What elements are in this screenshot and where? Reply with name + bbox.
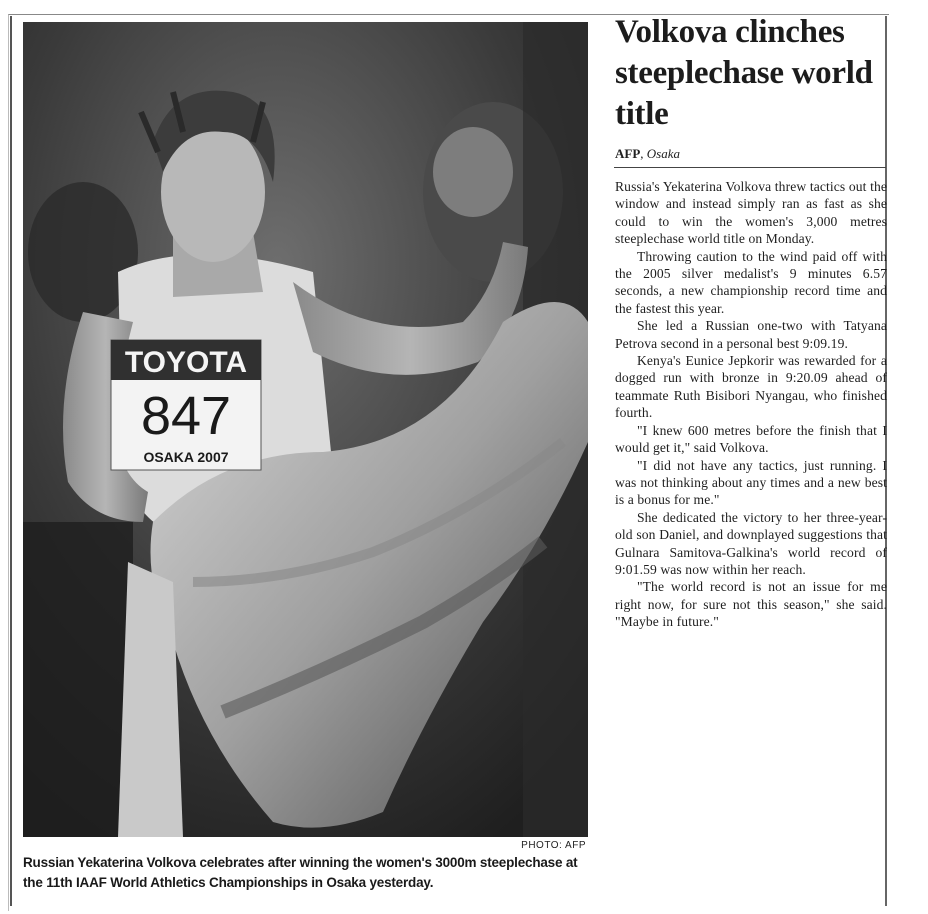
article-paragraph: "I knew 600 metres before the finish that I would get it," said Volkova. (615, 422, 887, 456)
byline-rule (614, 167, 886, 168)
article-paragraph: Russia's Yekaterina Volkova threw tactics out the window and instead simply ran as fast as she could to win the women's 3,000 metres steeplechase world title on Monday. (615, 179, 887, 247)
news-photo (23, 22, 588, 837)
article-paragraph: "The world record is not an issue for me right now, for sure not this season," she said. "Maybe in future." (615, 579, 887, 630)
article-paragraph: Throwing caution to the wind paid off with the 2005 silver medalist's 9 minutes 6.57 seconds, a new championship record time and the fastest this year. (615, 248, 887, 316)
article-paragraph: She led a Russian one-two with Tatyana Petrova second in a personal best 9:09.19. (615, 318, 887, 351)
article-body (615, 178, 887, 631)
headline: Volkova clinches steeplechase world title (615, 14, 873, 132)
article-paragraph: She dedicated the victory to her three-year-old son Daniel, and downplayed suggestions that Gulnara Samitova-Galkina's world record of 9:01.59 was now within her reach. (615, 509, 887, 577)
article-paragraph: "I did not have any tactics, just running. I was not thinking about any times and a new best is a bonus for me." (615, 457, 887, 508)
byline-agency: AFP (615, 146, 641, 161)
byline-place: Osaka (646, 146, 680, 161)
byline: AFP, Osaka (615, 146, 680, 161)
article-paragraph: Kenya's Eunice Jepkorir was rewarded for a dogged run with bronze in 9:20.09 ahead of teammate Ruth Bisibori Nyangau, who finished fourth. (615, 353, 887, 421)
photo-credit: PHOTO: AFP (521, 840, 586, 851)
bib-event-text: OSAKA 2007 (143, 449, 229, 465)
left-column-rule (10, 16, 12, 906)
bib-number: 847 (140, 386, 232, 446)
athlete-photo-illustration (23, 22, 588, 837)
photo-caption: Russian Yekaterina Volkova celebrates after winning the women's 3000m steeplechase at the 11th IAAF World Athletics Championships in Osaka yesterday. (23, 855, 578, 890)
bib-sponsor-text: TOYOTA (124, 346, 248, 379)
